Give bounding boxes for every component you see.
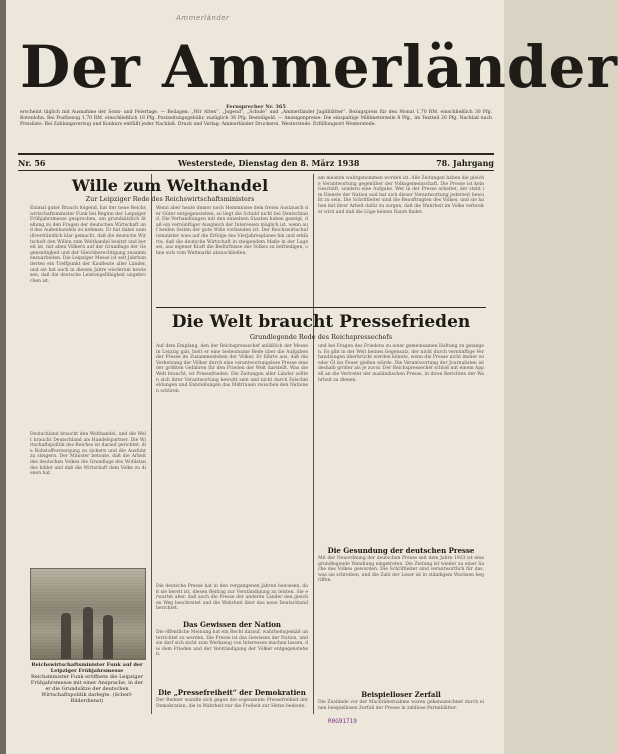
column-rule-2 — [313, 174, 314, 714]
news-photo — [30, 568, 146, 660]
article-3-headline: Die Welt braucht Pressefrieden — [171, 312, 471, 332]
article-1-headline: Wille zum Welthandel — [71, 176, 269, 195]
issue-date: Westerstede, Dienstag den 8. März 1938 — [178, 158, 360, 168]
article-1-column-1b: Deutschland braucht den Welthandel, und die Welt braucht Deutschland als Handelspartner. Die Wirtschaftspolitik des Reiches ist darauf gerichtet, die Rohstoffversorgung zu sichern und die Ausfuhr zu steigern. Der Minister betonte, daß die Arbeit des deutschen Volkes die Grundlage des Wohlstandes bildet und daß die Wirtschaft dem Volke zu dienen hat. — [30, 432, 147, 477]
article-1-subhead: Zur Leipziger Rede des Reichswirtschaftsministers — [85, 195, 255, 203]
newspaper-masthead: Der Ammerländer — [20, 33, 618, 101]
section-heading-gesundung: Die Gesundung der deutschen Presse — [327, 546, 475, 555]
section-heading-zerfall: Beispielloser Zerfall — [361, 690, 441, 699]
photo-figure — [61, 613, 71, 659]
issue-volume: 78. Jahrgang — [436, 158, 494, 168]
article-3-column-2: Auf dem Empfang, den der Reichspressechef anläßlich der Messe in Leipzig gab, hielt er eine bedeutsame Rede über die Aufgaben der Presse im Zusammenleben der Völker. Er führte aus, daß die Verhetzung der Völker durch eine verantwortungslose Presse eine der größten Gefahren für den Frieden der Welt darstellt. Was die Welt braucht, ist Pressefrieden. Die Zeitungen aller Länder sollten sich ihrer Verantwortung bewußt sein und nicht durch Falschmeldungen und Entstellungen das Mißtrauen zwischen den Nationen schüren. — [156, 344, 308, 394]
dateline — [18, 158, 494, 168]
section-heading-gewissen: Das Gewissen der Nation — [182, 620, 282, 629]
photo-figure — [103, 615, 113, 659]
article-3-column-3: und bei Fragen des Friedens zu einer gemeinsamen Haltung zu gelangen. Es gibt in der Welt keinen Gegensatz, der nicht durch vernünftige Verhandlungen überbrückt werden könnte, wenn die Presse nicht immer wieder Öl ins Feuer gießen würde. Die Verantwortung der Journalisten ist deshalb größer als je zuvor. Der Reichspressechef schloß mit einem Appell an die Vertreter der ausländischen Presse, in ihren Berichten der Wahrheit zu dienen. — [318, 344, 484, 383]
masthead-rule-bottom — [18, 170, 494, 171]
publication-info — [20, 104, 492, 128]
masthead-rule-top — [18, 153, 494, 155]
article-1-column-2: Wenn aber heute immer noch Hemmnisse dem freien Austausch der Güter entgegenstehen, so liegt die Schuld nicht bei Deutschland. Die Verhandlungen mit den einzelnen Staaten haben gezeigt, daß ein vernünftiger Ausgleich der Interessen möglich ist, wenn auf beiden Seiten der gute Wille vorhanden ist. Der Reichswirtschaftsminister wies auf die Erfolge des Vierjahresplanes hin und erklärte, daß die deutsche Wirtschaft in steigendem Maße in der Lage sei, aus eigener Kraft die Bedürfnisse des Volkes zu befriedigen, ohne sich vom Weltmarkt abzuschließen. — [156, 206, 308, 256]
article-2-column-3: am meisten wahrgenommen worden ist. Alle Zeitungen haben die gleiche Verantwortung gegenüber der Volksgemeinschaft. Die Presse ist kein Geschäft, sondern eine Aufgabe. Wer in der Presse arbeitet, der steht im Dienste der Nation und hat sich dieser Verantwortung jederzeit bewußt zu sein. Die Schriftleiter sind die Beauftragten des Volkes, und sie haben mit ihrer Arbeit dafür zu sorgen, daß die Wahrheit im Volke verbreitet wird und daß die Lüge keinen Raum findet. — [318, 176, 484, 215]
phone-number: Fernsprecher Nr. 365 — [226, 104, 286, 110]
photo-caption-title: Reichswirtschaftsminister Funk auf der Leipziger Frühjahrsmesse — [31, 662, 143, 674]
binding-spine — [0, 0, 6, 754]
section-text-gewissen: Die öffentliche Meinung hat ein Recht darauf, wahrheitsgemäß unterrichtet zu werden. Die Presse ist das Gewissen der Nation, und sie darf sich nicht zum Werkzeug von Interessen machen lassen, die dem Frieden und der Verständigung der Völker entgegenstehen. — [156, 630, 308, 658]
section-text-gesundung: Mit der Neuordnung der deutschen Presse seit dem Jahre 1933 ist eine grundlegende Wandlung eingetreten. Die Zeitung ist wieder zu einer Sache des Volkes geworden. Die Schriftleiter sind verantwortlich für das, was sie schreiben, und die Zahl der Leser ist in ständigem Wachsen begriffen. — [318, 556, 484, 584]
section-text-pressefreiheit: Der Redner wandte sich gegen die sogenannte Pressefreiheit der Demokratien, die in Wahrheit nur die Freiheit zur Hetze bedeute. — [156, 698, 308, 709]
article-3-subhead: Grundlegende Rede des Reichspressechefs — [249, 333, 393, 341]
article-1-column-1: Einmal guter Brauch folgend, hat der neue Reichswirtschaftsminister Funk bei Beginn der Leipziger Frühjahrsmesse gesprochen, um grundsätzlich Stellung zu den Fragen der deutschen Wirtschaft und des Außenhandels zu nehmen. Er hat dabei unmißverständlich klar gemacht, daß die deutsche Wirtschaft den Willen zum Welthandel besitzt und bereit ist, mit allen Völkern auf der Grundlage der Gegenseitigkeit und der Gleichberechtigung zusammenzuarbeiten. Die Leipziger Messe ist seit Jahrhunderten ein Treffpunkt der Kaufleute aller Länder, und sie hat auch in diesem Jahre wiederum bewiesen, daß die deutsche Leistungsfähigkeit ungebrochen ist. — [30, 206, 146, 284]
article-3-column-2b: Die deutsche Presse hat in den vergangenen Jahren bewiesen, daß sie bereit ist, diesen Beitrag zur Verständigung zu leisten. Sie erwartet aber, daß auch die Presse der anderen Länder den gleichen Weg beschreitet und die Wahrheit über das neue Deutschland berichtet. — [156, 584, 308, 612]
handwritten-note: Ammerländer — [176, 14, 230, 22]
photo-caption-text: Reichsminister Funk eröffnete die Leipziger Frühjahrsmesse mit einer Ansprache, in der er die Grundsätze der deutschen Wirtschaftspolitik darlegte. (Scherl-Bilderdienst) — [30, 674, 144, 704]
column-rule-1 — [151, 174, 152, 714]
section-text-zerfall: Die Zustände vor der Machtübernahme waren gekennzeichnet durch einen beispiellosen Zerfall der Presse in zahllose Parteiblätter. — [318, 700, 484, 711]
photo-figure — [83, 607, 93, 659]
issue-number: Nr. 56 — [18, 158, 46, 168]
archive-stamp: R0G91719 — [328, 718, 357, 725]
publication-terms: erscheint täglich mit Ausnahme der Sonn- und Feiertage. — Beilagen: „Wir Alten“, „Jugend“, „Schule“ und „Ammerländer Jagdblätter“. Bezugspreis für den Monat 1,70 RM. einschließlich 30 Pfg. Botenlohn. Bei Postbezug 1,70 RM. einschließlich 18 Pfg. Postzeitungsgebühr, zuzüglich 36 Pfg. Bestellgeld. — Anzeigenpreise: Die einspaltige Millimeterzeile 8 Pfg., im Textteil 20 Pfg. Nachlaß nach Preisliste. Bei Zahlungsverzug und Konkurs entfällt jeder Nachlaß. Druck und Verlag: Ammerländer Druckerei, Westerstede. Erfüllungsort Westerstede. — [20, 110, 492, 127]
article-3-top-rule — [156, 307, 486, 308]
photo-caption — [30, 662, 144, 704]
section-heading-pressefreiheit: Die „Pressefreiheit“ der Demokratien — [158, 688, 306, 697]
